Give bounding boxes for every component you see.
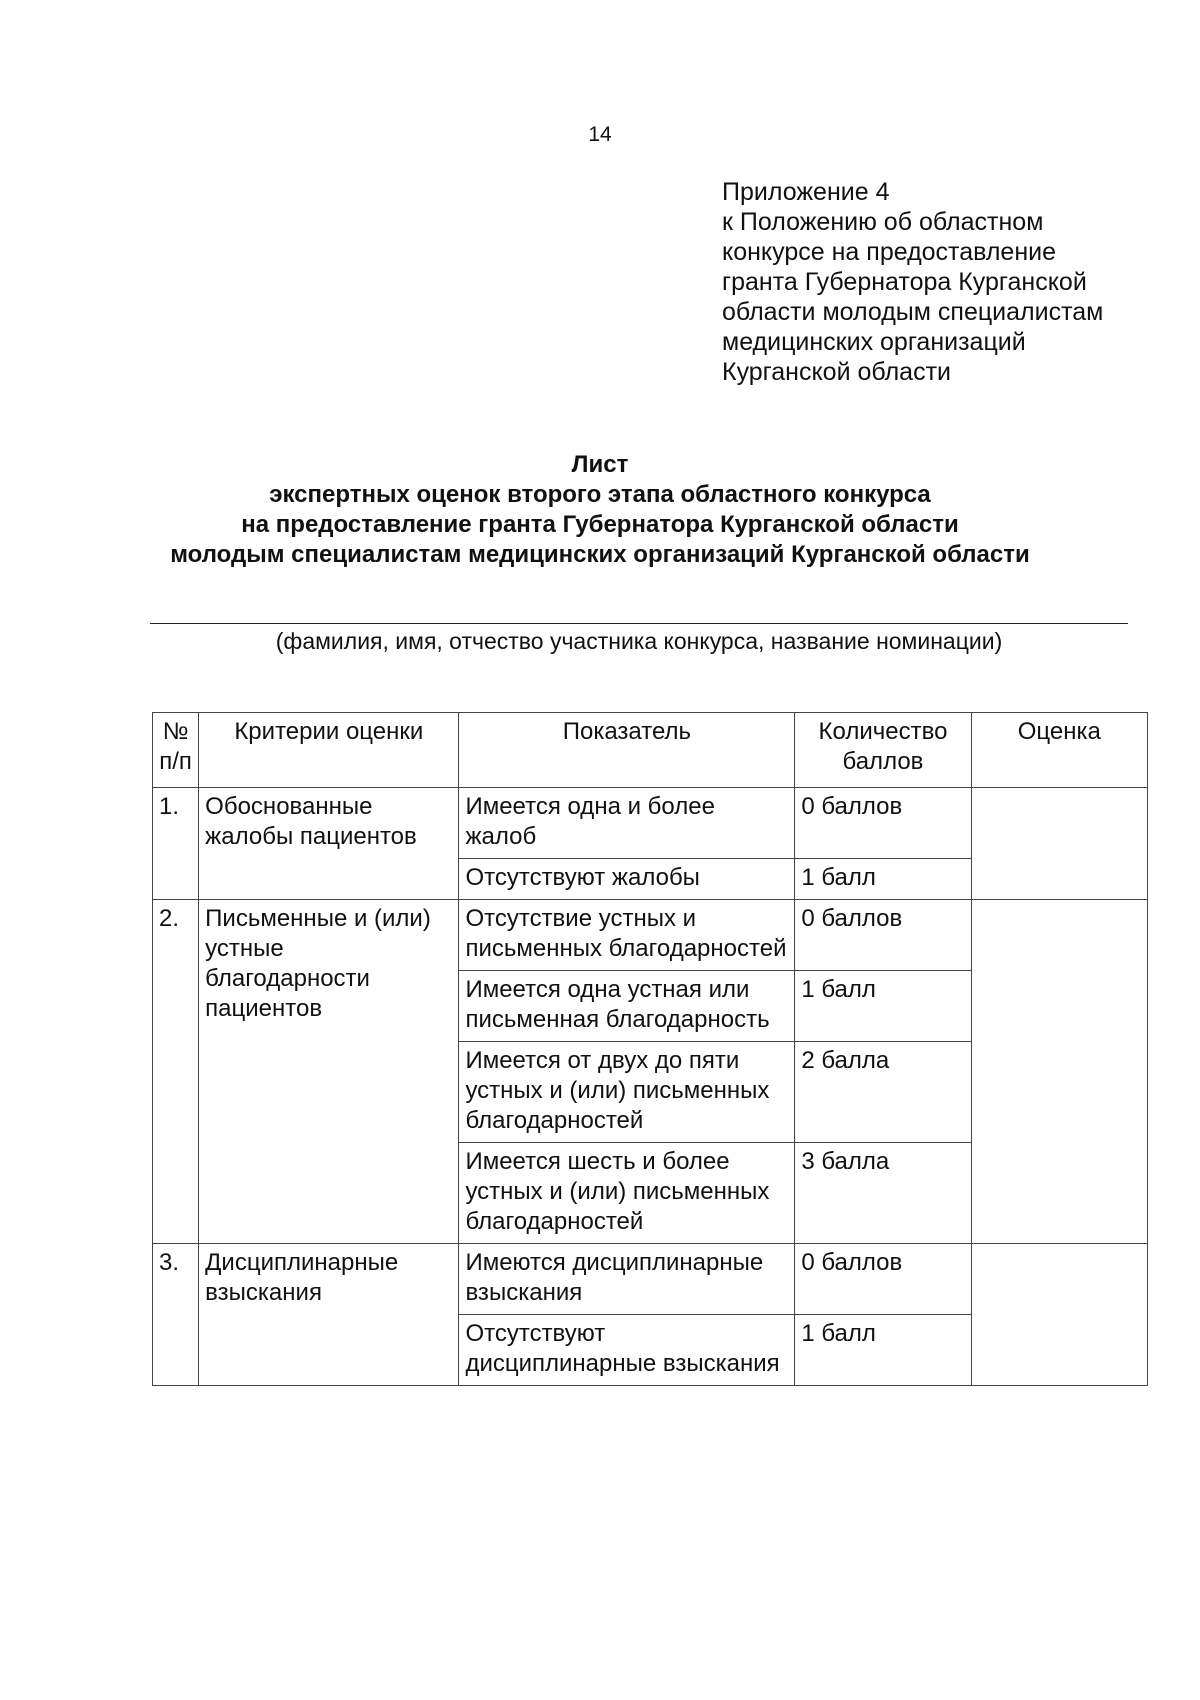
row-points: 3 балла: [795, 1143, 971, 1244]
table-row: [153, 900, 1148, 971]
score-cell[interactable]: [971, 1244, 1147, 1386]
row-points: 0 баллов: [795, 1244, 971, 1315]
row-indicator: Отсутствуют жалобы: [459, 859, 795, 900]
table-row: [153, 1244, 1148, 1315]
header-score: Оценка: [971, 713, 1147, 788]
row-indicator: Отсутствуют дисциплинарные взыскания: [459, 1315, 795, 1386]
appendix-line: медицинских организаций: [722, 328, 1026, 356]
row-criterion: Дисциплинарные взыскания: [199, 1244, 459, 1386]
table-header-row: [153, 713, 1148, 788]
header-indicator: Показатель: [459, 713, 795, 788]
row-indicator: Отсутствие устных и письменных благодарностей: [459, 900, 795, 971]
row-indicator: Имеются дисциплинарные взыскания: [459, 1244, 795, 1315]
appendix-line: Приложение 4: [722, 178, 890, 206]
row-points: 1 балл: [795, 1315, 971, 1386]
row-points: 1 балл: [795, 971, 971, 1042]
row-num: 2.: [153, 900, 199, 1244]
participant-name-caption: (фамилия, имя, отчество участника конкурса, название номинации): [275, 628, 1003, 654]
appendix-line: Курганской области: [722, 358, 952, 386]
page-number: 14: [588, 123, 612, 146]
document-title: [0, 450, 1200, 570]
row-num: 1.: [153, 788, 199, 900]
appendix-line: гранта Губернатора Курганской: [722, 268, 1087, 296]
appendix-line: области молодым специалистам: [722, 298, 1104, 326]
row-num: 3.: [153, 1244, 199, 1386]
row-criterion: Обоснованные жалобы пациентов: [199, 788, 459, 900]
row-points: 2 балла: [795, 1042, 971, 1143]
score-cell[interactable]: [971, 900, 1147, 1244]
evaluation-table: [152, 712, 1148, 1386]
participant-name-line: [150, 623, 1128, 624]
row-points: 1 балл: [795, 859, 971, 900]
title-line: экспертных оценок второго этапа областного конкурса: [269, 481, 931, 508]
row-criterion: Письменные и (или) устные благодарности пациентов: [199, 900, 459, 1244]
row-indicator: Имеется от двух до пяти устных и (или) письменных благодарностей: [459, 1042, 795, 1143]
appendix-reference: [722, 177, 1103, 387]
row-indicator: Имеется одна и более жалоб: [459, 788, 795, 859]
score-cell[interactable]: [971, 788, 1147, 900]
row-indicator: Имеется шесть и более устных и (или) письменных благодарностей: [459, 1143, 795, 1244]
row-points: 0 баллов: [795, 900, 971, 971]
appendix-line: к Положению об областном: [722, 208, 1044, 236]
table-row: [153, 788, 1148, 859]
header-criteria: Критерии оценки: [199, 713, 459, 788]
appendix-line: конкурсе на предоставление: [722, 238, 1057, 266]
title-line: на предоставление гранта Губернатора Курганской области: [241, 511, 959, 538]
header-num: № п/п: [153, 713, 199, 788]
row-indicator: Имеется одна устная или письменная благодарность: [459, 971, 795, 1042]
row-points: 0 баллов: [795, 788, 971, 859]
title-line: Лист: [571, 451, 629, 478]
header-points: Количество баллов: [795, 713, 971, 788]
title-line: молодым специалистам медицинских организаций Курганской области: [170, 541, 1030, 568]
